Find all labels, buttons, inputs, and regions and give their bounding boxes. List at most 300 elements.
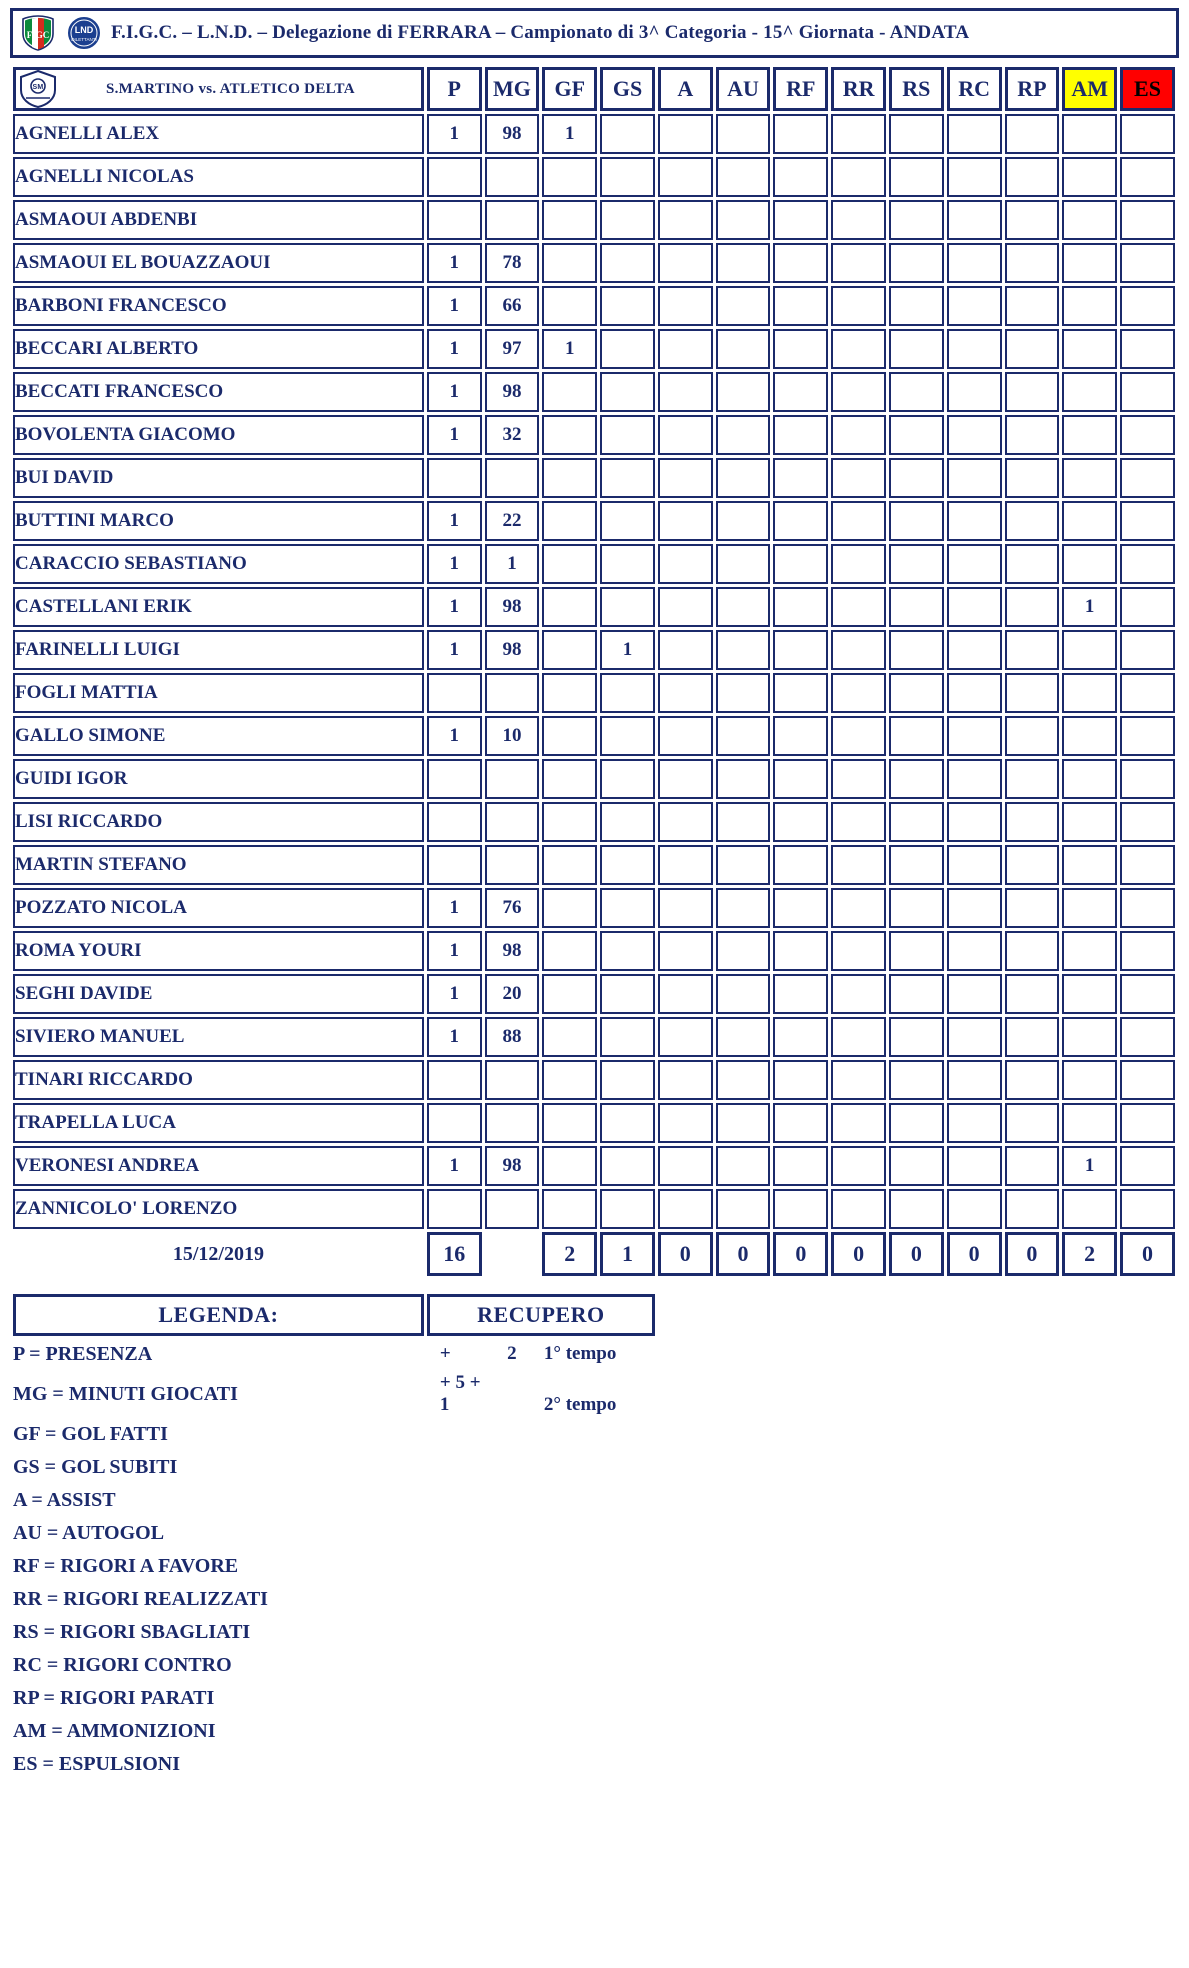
stat-cell-gs [600,931,655,971]
stat-cell-rr [831,802,886,842]
empty-cell [831,1339,886,1369]
empty-cell [542,1419,597,1449]
stat-cell-au [716,673,771,713]
empty-cell [1062,1584,1117,1614]
stat-cell-gs [600,114,655,154]
stat-cell-rc [947,415,1002,455]
table-row [13,802,1175,842]
empty-cell [716,1650,771,1680]
stat-cell-mg: 98 [485,587,540,627]
legend-row [13,1452,1175,1482]
empty-cell [1005,1749,1060,1779]
stat-cell-a [658,1060,713,1100]
stat-cell-au [716,286,771,326]
empty-cell [1062,1419,1117,1449]
empty-cell [600,1419,655,1449]
legend-item: MG = MINUTI GIOCATI [13,1382,238,1405]
legend-row [13,1339,1175,1369]
svg-text:SM: SM [32,84,44,91]
stat-cell-rf [773,200,828,240]
empty-cell [831,1716,886,1746]
stat-cell-p: 1 [427,1017,482,1057]
stat-cell-mg [485,1189,540,1229]
stat-cell-gs [600,802,655,842]
total-cell-rp: 0 [1005,1232,1060,1276]
legend-item: GF = GOL FATTI [13,1422,168,1445]
recupero-line [427,1372,655,1416]
stat-cell-am [1062,544,1117,584]
stat-cell-es [1120,458,1175,498]
stat-cell-rs [889,673,944,713]
stat-cell-mg [485,802,540,842]
stat-cell-mg: 98 [485,630,540,670]
empty-cell [773,1518,828,1548]
stat-cell-a [658,673,713,713]
empty-cell [658,1650,713,1680]
table-row [13,759,1175,799]
stat-cell-rp [1005,458,1060,498]
player-name-cell: AGNELLI ALEX [13,114,424,154]
player-name-cell: BECCARI ALBERTO [13,329,424,369]
stat-cell-p: 1 [427,329,482,369]
stat-cell-gf [542,415,597,455]
stat-cell-rp [1005,931,1060,971]
stat-cell-p: 1 [427,415,482,455]
stat-cell-rr [831,587,886,627]
stat-cell-rs [889,888,944,928]
player-name-cell: BUI DAVID [13,458,424,498]
stat-cell-au [716,716,771,756]
stat-cell-es [1120,888,1175,928]
stat-cell-p [427,1060,482,1100]
empty-cell [1120,1650,1175,1680]
player-name-cell: FOGLI MATTIA [13,673,424,713]
empty-cell [1062,1683,1117,1713]
stat-cell-rp [1005,974,1060,1014]
stat-cell-au [716,415,771,455]
team-crest-icon [18,70,58,108]
stat-cell-gs [600,587,655,627]
table-row [13,329,1175,369]
stat-cell-au [716,888,771,928]
empty-cell [947,1650,1002,1680]
empty-cell [947,1584,1002,1614]
empty-cell [773,1419,828,1449]
empty-cell [1062,1339,1117,1369]
stat-cell-gf [542,1060,597,1100]
empty-cell [889,1551,944,1581]
stat-cell-rf [773,1017,828,1057]
empty-cell [485,1683,540,1713]
stat-cell-gs [600,1189,655,1229]
stat-cell-rr [831,931,886,971]
stat-cell-p: 1 [427,501,482,541]
stat-cell-mg [485,157,540,197]
stat-cell-rc [947,243,1002,283]
stat-cell-a [658,329,713,369]
page-title: F.I.G.C. – L.N.D. – Delegazione di FERRARA – Campionato di 3^ Categoria - 15^ Giornata - ANDATA [111,22,970,43]
empty-cell [831,1372,886,1416]
empty-cell [427,1518,482,1548]
legend-item: RR = RIGORI REALIZZATI [13,1587,268,1610]
legend-row [13,1372,1175,1416]
stat-cell-a [658,587,713,627]
player-name-cell: TINARI RICCARDO [13,1060,424,1100]
stat-cell-p: 1 [427,630,482,670]
empty-cell [485,1485,540,1515]
empty-cell [773,1749,828,1779]
total-cell-am: 2 [1062,1232,1117,1276]
stat-cell-a [658,243,713,283]
stat-cell-es [1120,974,1175,1014]
stat-cell-es [1120,157,1175,197]
stat-cell-am [1062,200,1117,240]
stat-cell-gf [542,630,597,670]
stat-cell-rf [773,716,828,756]
stat-cell-rf [773,845,828,885]
stat-cell-rp [1005,888,1060,928]
table-row [13,1103,1175,1143]
empty-cell [831,1650,886,1680]
stat-cell-rs [889,716,944,756]
empty-cell [1062,1749,1117,1779]
stat-cell-au [716,200,771,240]
empty-cell [1005,1294,1060,1336]
stat-cell-rr [831,974,886,1014]
stat-cell-es [1120,329,1175,369]
figc-badge-icon [19,14,57,52]
empty-cell [773,1584,828,1614]
empty-cell [773,1294,828,1336]
stat-cell-rs [889,931,944,971]
stat-cell-mg: 78 [485,243,540,283]
empty-cell [427,1419,482,1449]
stat-cell-am [1062,802,1117,842]
empty-cell [427,1584,482,1614]
stat-cell-a [658,630,713,670]
stat-cell-rp [1005,673,1060,713]
empty-cell [1005,1452,1060,1482]
stat-cell-rc [947,372,1002,412]
stat-cell-au [716,157,771,197]
stat-cell-am: 1 [1062,1146,1117,1186]
empty-cell [1005,1584,1060,1614]
stat-cell-rp [1005,372,1060,412]
stat-cell-rf [773,114,828,154]
empty-cell [1062,1716,1117,1746]
empty-cell [947,1716,1002,1746]
empty-cell [600,1485,655,1515]
empty-cell [658,1749,713,1779]
legend-row [13,1551,1175,1581]
empty-cell [427,1749,482,1779]
empty-cell [542,1716,597,1746]
match-teams-cell [13,67,424,111]
empty-cell [831,1749,886,1779]
empty-cell [600,1749,655,1779]
stat-cell-rf [773,974,828,1014]
empty-cell [947,1485,1002,1515]
stat-cell-rc [947,1060,1002,1100]
stat-cell-rp [1005,243,1060,283]
empty-cell [773,1716,828,1746]
stat-cell-am [1062,501,1117,541]
empty-cell [600,1551,655,1581]
stat-cell-mg [485,759,540,799]
stat-cell-am [1062,243,1117,283]
stat-cell-gf [542,888,597,928]
stat-cell-rs [889,1060,944,1100]
stat-cell-p: 1 [427,544,482,584]
stat-cell-gf [542,759,597,799]
player-name-cell: TRAPELLA LUCA [13,1103,424,1143]
legend-row [13,1584,1175,1614]
stat-cell-rf [773,372,828,412]
empty-cell [1120,1339,1175,1369]
stat-cell-rr [831,845,886,885]
empty-cell [485,1584,540,1614]
stat-cell-rr [831,544,886,584]
empty-cell [600,1716,655,1746]
player-name-cell: AGNELLI NICOLAS [13,157,424,197]
column-header-rf: RF [773,67,828,111]
empty-cell [600,1617,655,1647]
recupero-value: 2 [507,1343,517,1364]
stat-cell-mg: 97 [485,329,540,369]
empty-cell [773,1617,828,1647]
empty-cell [600,1452,655,1482]
table-row [13,673,1175,713]
stat-cell-gs: 1 [600,630,655,670]
stat-cell-rf [773,802,828,842]
empty-cell [773,1339,828,1369]
stat-cell-rc [947,157,1002,197]
stat-cell-gs [600,1103,655,1143]
stat-cell-gf [542,845,597,885]
stat-cell-rs [889,802,944,842]
stat-cell-au [716,802,771,842]
stat-cell-am [1062,286,1117,326]
stat-cell-rc [947,286,1002,326]
stat-cell-au [716,931,771,971]
empty-cell [716,1749,771,1779]
table-row [13,587,1175,627]
stat-cell-gf [542,931,597,971]
stat-cell-a [658,888,713,928]
column-header-es: ES [1120,67,1175,111]
empty-cell [658,1294,713,1336]
table-row [13,200,1175,240]
stat-cell-a [658,759,713,799]
stat-cell-rf [773,1060,828,1100]
stat-cell-mg: 66 [485,286,540,326]
stat-cell-am [1062,1017,1117,1057]
stat-cell-es [1120,243,1175,283]
stat-cell-rs [889,114,944,154]
empty-cell [947,1294,1002,1336]
stat-cell-a [658,845,713,885]
stat-cell-rc [947,329,1002,369]
empty-cell [1005,1683,1060,1713]
stat-cell-am [1062,1189,1117,1229]
stat-cell-mg [485,845,540,885]
stat-cell-rr [831,1103,886,1143]
stat-cell-rc [947,673,1002,713]
empty-cell [427,1452,482,1482]
stat-cell-am [1062,157,1117,197]
stat-cell-p: 1 [427,974,482,1014]
player-name-cell: FARINELLI LUIGI [13,630,424,670]
empty-cell [427,1551,482,1581]
empty-cell [831,1683,886,1713]
stat-cell-p: 1 [427,243,482,283]
stat-cell-rp [1005,544,1060,584]
empty-cell [1005,1617,1060,1647]
stat-cell-mg: 98 [485,114,540,154]
empty-cell [427,1485,482,1515]
stat-cell-a [658,974,713,1014]
player-name-cell: ROMA YOURI [13,931,424,971]
stat-cell-p: 1 [427,716,482,756]
stat-cell-rr [831,329,886,369]
empty-cell [658,1372,713,1416]
empty-cell [889,1749,944,1779]
empty-cell [947,1339,1002,1369]
empty-cell [485,1551,540,1581]
stat-cell-rs [889,286,944,326]
stat-cell-gs [600,415,655,455]
stat-cell-rf [773,157,828,197]
empty-cell [1120,1294,1175,1336]
empty-cell [831,1419,886,1449]
legend-item: RS = RIGORI SBAGLIATI [13,1620,251,1643]
table-row [13,1146,1175,1186]
stat-cell-rf [773,544,828,584]
stat-cell-rf [773,415,828,455]
empty-cell [947,1551,1002,1581]
player-name-cell: POZZATO NICOLA [13,888,424,928]
column-header-rc: RC [947,67,1002,111]
stat-cell-mg [485,458,540,498]
table-row [13,931,1175,971]
table-row [13,716,1175,756]
stat-cell-rf [773,931,828,971]
stat-cell-rr [831,888,886,928]
stat-cell-mg [485,200,540,240]
stat-cell-gs [600,329,655,369]
stat-cell-gf [542,458,597,498]
empty-cell [716,1716,771,1746]
stat-cell-rp [1005,587,1060,627]
stat-cell-mg: 32 [485,415,540,455]
empty-cell [1005,1372,1060,1416]
stat-cell-p [427,673,482,713]
empty-cell [1005,1650,1060,1680]
total-cell-a: 0 [658,1232,713,1276]
stat-cell-am [1062,630,1117,670]
column-header-gs: GS [600,67,655,111]
stat-cell-rs [889,544,944,584]
stat-cell-p: 1 [427,114,482,154]
stat-cell-gs [600,243,655,283]
empty-cell [1005,1551,1060,1581]
stat-cell-rc [947,544,1002,584]
legend-item: GS = GOL SUBITI [13,1455,178,1478]
legend-item: P = PRESENZA [13,1342,153,1365]
stat-cell-rp [1005,329,1060,369]
stat-cell-rc [947,845,1002,885]
stat-cell-rs [889,1017,944,1057]
empty-cell [889,1372,944,1416]
stat-cell-p [427,802,482,842]
stat-cell-a [658,114,713,154]
stat-cell-gs [600,458,655,498]
stat-cell-p: 1 [427,286,482,326]
player-name-cell: SEGHI DAVIDE [13,974,424,1014]
empty-cell [1062,1452,1117,1482]
stat-cell-rs [889,1146,944,1186]
stat-cell-rc [947,114,1002,154]
stat-cell-p [427,1189,482,1229]
legend-row [13,1518,1175,1548]
empty-cell [427,1650,482,1680]
empty-cell [658,1452,713,1482]
stat-cell-rc [947,888,1002,928]
lnd-badge-icon [65,14,103,52]
player-name-cell: SIVIERO MANUEL [13,1017,424,1057]
stat-cell-rc [947,1189,1002,1229]
empty-cell [1005,1518,1060,1548]
empty-cell [831,1452,886,1482]
stat-cell-rr [831,286,886,326]
empty-cell [889,1419,944,1449]
empty-cell [1062,1617,1117,1647]
column-header-mg: MG [485,67,540,111]
stat-cell-gf [542,673,597,713]
stat-cell-a [658,544,713,584]
player-name-cell: BOVOLENTA GIACOMO [13,415,424,455]
stat-cell-rf [773,888,828,928]
table-row [13,1189,1175,1229]
stat-cell-mg: 98 [485,931,540,971]
stat-cell-gs [600,716,655,756]
stat-cell-rs [889,1103,944,1143]
table-row [13,845,1175,885]
empty-cell [773,1551,828,1581]
stat-cell-rp [1005,114,1060,154]
stat-cell-mg [485,1103,540,1143]
empty-cell [1005,1339,1060,1369]
table-row [13,157,1175,197]
stat-cell-mg [485,673,540,713]
stat-cell-am [1062,931,1117,971]
total-cell-gf: 2 [542,1232,597,1276]
stat-cell-a [658,1146,713,1186]
stat-cell-rp [1005,845,1060,885]
table-row [13,415,1175,455]
stat-cell-es [1120,200,1175,240]
player-name-cell: GUIDI IGOR [13,759,424,799]
stat-cell-rp [1005,1103,1060,1143]
stat-cell-gf [542,501,597,541]
stat-cell-gs [600,501,655,541]
stat-cell-es [1120,1189,1175,1229]
stat-cell-gs [600,759,655,799]
empty-cell [542,1584,597,1614]
empty-cell [1062,1485,1117,1515]
table-header-row [13,67,1175,111]
empty-cell [658,1584,713,1614]
